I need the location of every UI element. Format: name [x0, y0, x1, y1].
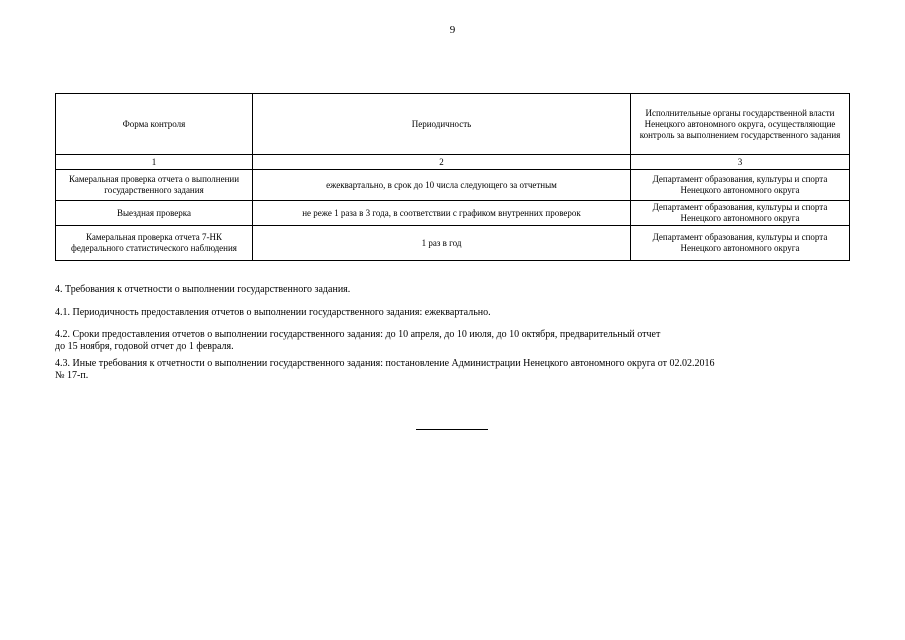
page-number: 9	[449, 24, 456, 36]
header-control-form: Форма контроля	[56, 94, 253, 155]
section-4-1-text: 4.1. Периодичность предоставления отчетов о выполнении государственного задания: ежеквартально.	[55, 307, 491, 318]
end-separator-line	[416, 429, 488, 430]
section-4-2-text	[55, 329, 855, 353]
section-4-3-line: 4.3. Иные требования к отчетности о выполнении государственного задания: постановление Администрации Ненецкого автономного округа от 02.02.2016	[55, 358, 715, 369]
cell-authority: Департамент образования, культуры и спорта Ненецкого автономного округа	[631, 170, 850, 201]
cell-authority: Департамент образования, культуры и спорта Ненецкого автономного округа	[631, 226, 850, 261]
table-header-row	[56, 94, 850, 155]
table-row	[56, 170, 850, 201]
control-table	[55, 93, 850, 261]
section-4-2-line: до 15 ноября, годовой отчет до 1 февраля.	[55, 341, 234, 352]
cell-periodicity: ежеквартально, в срок до 10 числа следующего за отчетным	[253, 170, 631, 201]
cell-control-form: Камеральная проверка отчета о выполнении государственного задания	[56, 170, 253, 201]
section-4-3-text	[55, 358, 855, 382]
cell-control-form: Выездная проверка	[56, 201, 253, 226]
table-row	[56, 201, 850, 226]
section-4-heading: 4. Требования к отчетности о выполнении государственного задания.	[55, 284, 351, 295]
section-4-2-line: 4.2. Сроки предоставления отчетов о выполнении государственного задания: до 10 апреля, до 10 июля, до 10 октября, предварительный отчет	[55, 329, 661, 340]
cell-control-form: Камеральная проверка отчета 7-НК федерального статистического наблюдения	[56, 226, 253, 261]
cell-authority: Департамент образования, культуры и спорта Ненецкого автономного округа	[631, 201, 850, 226]
cell-periodicity: 1 раз в год	[253, 226, 631, 261]
column-number: 3	[631, 155, 850, 170]
header-periodicity: Периодичность	[253, 94, 631, 155]
column-number: 1	[56, 155, 253, 170]
column-number: 2	[253, 155, 631, 170]
table-index-row	[56, 155, 850, 170]
table-row	[56, 226, 850, 261]
section-4-3-line: № 17-п.	[55, 370, 89, 381]
header-authority: Исполнительные органы государственной власти Ненецкого автономного округа, осуществляющие контроль за выполнением государственного задания	[631, 94, 850, 155]
cell-periodicity: не реже 1 раза в 3 года, в соответствии с графиком внутренних проверок	[253, 201, 631, 226]
